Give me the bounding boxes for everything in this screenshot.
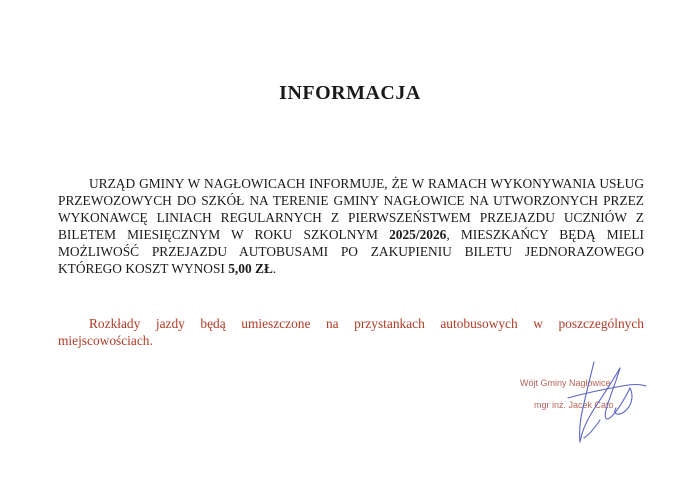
ticket-price: 5,00 ZŁ xyxy=(228,260,273,276)
announcement-text-part3: . xyxy=(272,260,277,276)
announcement-text-part1: URZĄD GMINY W NAGŁOWICACH INFORMUJE, ŻE W RAMACH WYKONYWANIA USŁUG PRZEWOZOWYCH DO SZKÓŁ NA TERENIE GMINY NAGŁOWICE NA UTWORZONYCH PRZEZ WYKONAWCĘ LINIACH REGULARNYCH Z PIERWSZEŃSTWEM PRZEJAZDU UCZNIÓW Z BILETEM MIESIĘCZNYM W ROKU SZKOLNYM xyxy=(58,176,644,242)
timetable-note: Rozkłady jazdy będą umieszczone na przystankach autobusowych w poszczególnych miejscowościach. xyxy=(58,316,644,348)
announcement-text-part2: , MIESZKAŃCY BĘDĄ MIELI MOŻLIWOŚĆ PRZEJAZDU AUTOBUSAMI PO ZAKUPIENIU BILETU JEDNORAZOWEGO KTÓREGO KOSZT WYNOSI xyxy=(58,226,644,276)
stamp-title: Wójt Gminy Nagłowice xyxy=(520,378,611,388)
announcement-paragraph xyxy=(58,176,644,277)
handwritten-signature xyxy=(560,360,650,445)
school-year: 2025/2026 xyxy=(389,226,447,242)
page-title: INFORMACJA xyxy=(279,82,421,104)
stamp-name: mgr inż. Jacek Cato xyxy=(534,400,614,410)
